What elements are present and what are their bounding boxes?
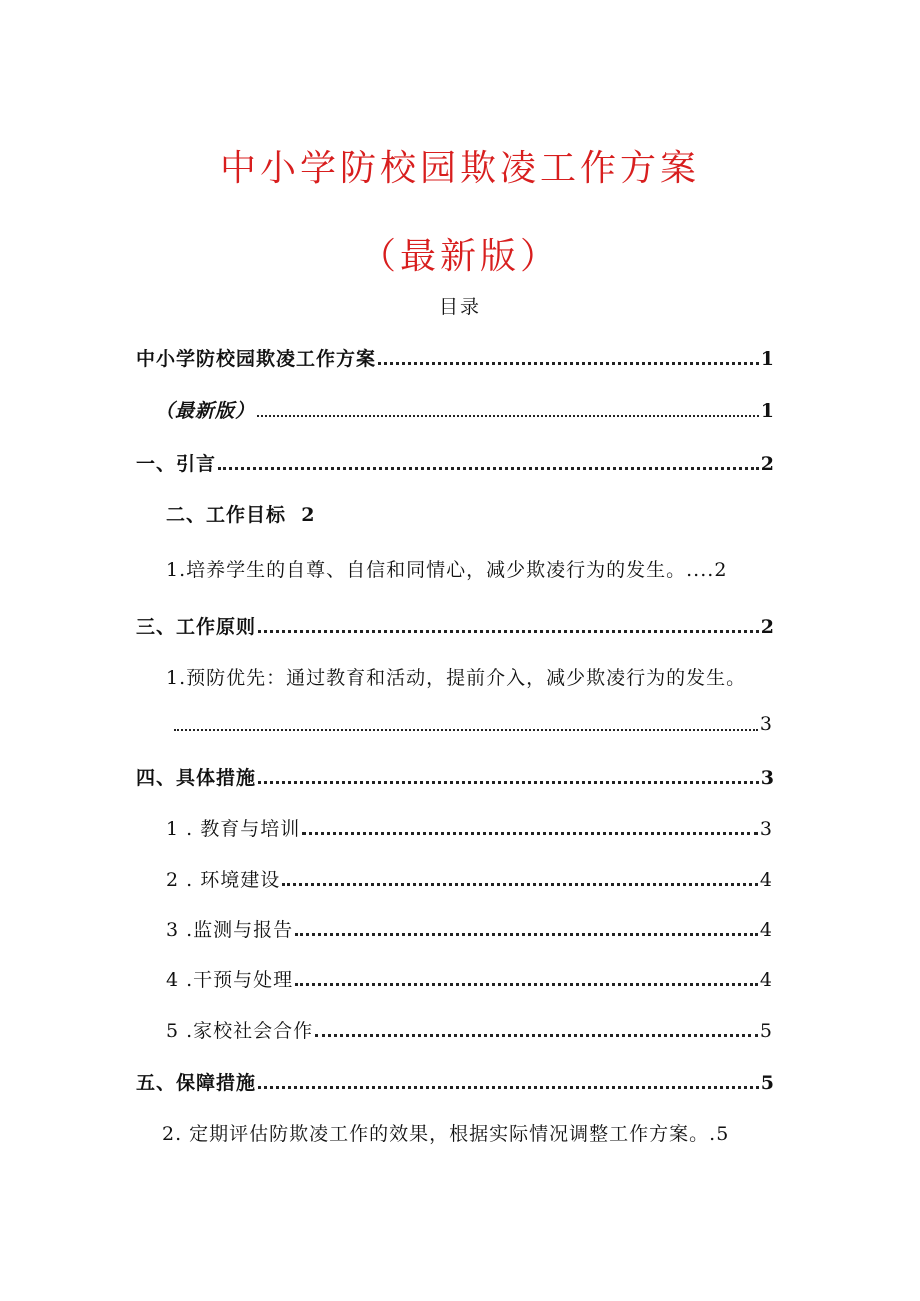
toc-page-number: 2 [760,616,774,638]
toc-entry[interactable] [136,612,774,639]
toc-page-number: 2 [301,504,316,526]
toc-page-number: 2 [760,453,774,475]
toc-entry[interactable] [166,1016,772,1043]
toc-leader-dots: .... [686,559,715,581]
toc-entry[interactable] [166,814,772,841]
toc-entry-label: 中小学防校园欺凌工作方案 [136,348,377,370]
toc-entry-label: 2. 定期评估防欺凌工作的效果，根据实际情况调整工作方案。 [162,1123,710,1145]
toc-leader-dots [302,832,758,835]
toc-entry-label: 1 . 教育与培训 [166,818,301,840]
toc-page-number: 1 [760,348,774,370]
toc-entry-label: 五、保障措施 [136,1072,257,1094]
toc-page-number: 5 [759,1020,772,1042]
toc-entry[interactable] [166,500,315,527]
toc-entry-label: （最新版） [155,400,256,422]
toc-leader-dots [218,467,759,470]
toc-page-number: 3 [759,818,772,840]
toc-leader-dots [315,1034,758,1037]
toc-entry-label: 5 .家校社会合作 [166,1020,314,1042]
toc-entry[interactable] [136,449,774,476]
toc-leader-dots: . [709,1123,717,1145]
toc-leader-dots [258,781,759,784]
toc-entry-label: 二、工作目标 [166,504,287,526]
toc-leader-dots [378,362,759,365]
toc-leader-dots [295,983,758,986]
toc-page-number: 2 [714,559,728,581]
toc-entry-label: 4 .干预与处理 [166,969,294,991]
toc-entry-label: 3 .监测与报告 [166,919,294,941]
toc-page-number: 5 [716,1123,730,1145]
toc-entry[interactable] [172,713,772,735]
toc-leader-dots [258,1086,759,1089]
toc-entry-label[interactable]: 1.预防优先：通过教育和活动，提前介入，减少欺凌行为的发生。 [166,667,747,689]
toc-page-number: 1 [760,400,774,422]
toc-entry[interactable] [136,763,774,790]
toc-page-number: 4 [759,869,772,891]
toc-entry[interactable] [136,1068,774,1095]
toc-leader-dots [257,415,759,417]
toc-entry-label: 一、引言 [136,453,217,475]
document-title: 中小学防校园欺凌工作方案 [219,148,700,189]
toc-leader-dots [258,630,759,633]
toc-entry-label: 三、工作原则 [136,616,257,638]
toc-leader-dots [174,729,758,731]
toc-entry[interactable] [166,915,772,942]
toc-leader-dots [295,933,758,936]
toc-entry[interactable] [166,865,772,892]
toc-page-number: 4 [759,969,772,991]
toc-page-number: 4 [759,919,772,941]
toc-page-number: 3 [760,767,774,789]
toc-entry-label: 四、具体措施 [136,767,257,789]
toc-page-number: 3 [759,713,772,735]
toc-entry-label: 1.培养学生的自尊、自信和同情心，减少欺凌行为的发生。 [166,559,687,581]
document-subtitle: （最新版） [359,236,560,277]
toc-entry[interactable] [162,1119,729,1146]
toc-entry[interactable] [155,396,774,423]
toc-entry[interactable] [166,555,727,582]
toc-heading: 目录 [438,296,481,318]
toc-leader-dots [282,883,758,886]
toc-page-number: 5 [760,1072,774,1094]
toc-entry[interactable] [136,344,774,371]
toc-entry-label: 2 . 环境建设 [166,869,281,891]
toc-entry[interactable] [166,965,772,992]
